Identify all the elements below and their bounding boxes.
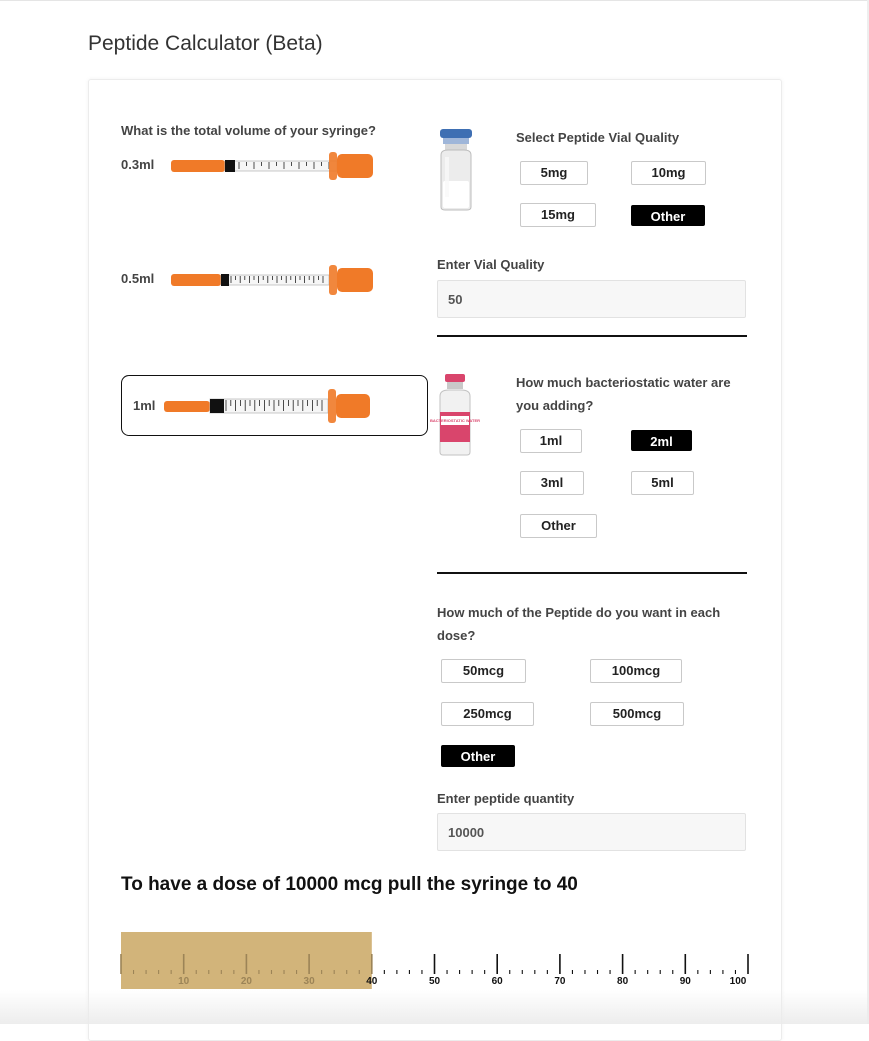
- page-top-border: [0, 0, 869, 1]
- bacteriostatic-water-vial-image: [430, 374, 480, 456]
- vial-option-15mg[interactable]: 15mg: [520, 203, 596, 227]
- dose-option-other[interactable]: Other: [441, 745, 515, 767]
- syringe-1ml-icon: [162, 386, 377, 426]
- syringe-option-label: 1ml: [133, 398, 156, 413]
- peptide-quantity-input[interactable]: [437, 813, 746, 851]
- syringe-option-0.5ml[interactable]: [121, 262, 381, 298]
- vial-option-other[interactable]: Other: [631, 205, 705, 226]
- dose-option-250mcg[interactable]: 250mcg: [441, 702, 534, 726]
- ruler-label-20: 20: [240, 976, 252, 987]
- syringe-0.5ml-icon: [169, 262, 379, 298]
- syringe-option-0.3ml[interactable]: [121, 148, 381, 184]
- ruler-label-10: 10: [178, 976, 190, 987]
- water-option-2ml[interactable]: 2ml: [631, 430, 692, 451]
- ruler-label-90: 90: [679, 976, 691, 987]
- water-vial-label: BACTERIOSTATIC WATER: [430, 418, 480, 423]
- water-option-other[interactable]: Other: [520, 514, 597, 538]
- section-divider: [437, 335, 747, 337]
- ruler-label-80: 80: [617, 976, 629, 987]
- syringe-0.3ml-icon: [169, 148, 379, 184]
- ruler-label-100: 100: [729, 976, 747, 987]
- syringe-option-label: 0.5ml: [121, 271, 155, 286]
- water-option-5ml[interactable]: 5ml: [631, 471, 694, 495]
- ruler-label-60: 60: [491, 976, 503, 987]
- dose-option-100mcg[interactable]: 100mcg: [590, 659, 682, 683]
- water-option-3ml[interactable]: 3ml: [520, 471, 584, 495]
- vial-option-10mg[interactable]: 10mg: [631, 161, 706, 185]
- syringe-ruler: [120, 930, 752, 992]
- water-question: How much bacteriostatic water are you adding?: [516, 375, 731, 413]
- dose-option-50mcg[interactable]: 50mcg: [441, 659, 526, 683]
- section-divider: [437, 572, 747, 574]
- vial-input-label: Enter Vial Quality: [437, 257, 545, 272]
- result-text: To have a dose of 10000 mcg pull the syringe to 40: [121, 874, 578, 895]
- ruler-label-40: 40: [366, 976, 378, 987]
- syringe-option-1ml[interactable]: [121, 375, 428, 436]
- bottom-fade: [0, 990, 869, 1024]
- syringe-option-label: 0.3ml: [121, 157, 155, 172]
- syringe-question: What is the total volume of your syringe?: [121, 123, 376, 138]
- dose-question: How much of the Peptide do you want in each dose?: [437, 605, 721, 643]
- water-option-1ml[interactable]: 1ml: [520, 429, 582, 453]
- ruler-label-70: 70: [554, 976, 566, 987]
- dose-option-500mcg[interactable]: 500mcg: [590, 702, 684, 726]
- vial-quality-input[interactable]: [437, 280, 746, 318]
- vial-question: Select Peptide Vial Quality: [516, 130, 680, 145]
- ruler-label-50: 50: [428, 976, 441, 987]
- dose-input-label: Enter peptide quantity: [437, 791, 575, 806]
- ruler-label-30: 30: [303, 976, 315, 987]
- page-title: Peptide Calculator (Beta): [88, 32, 323, 55]
- peptide-vial-image: [436, 129, 476, 211]
- vial-option-5mg[interactable]: 5mg: [520, 161, 588, 185]
